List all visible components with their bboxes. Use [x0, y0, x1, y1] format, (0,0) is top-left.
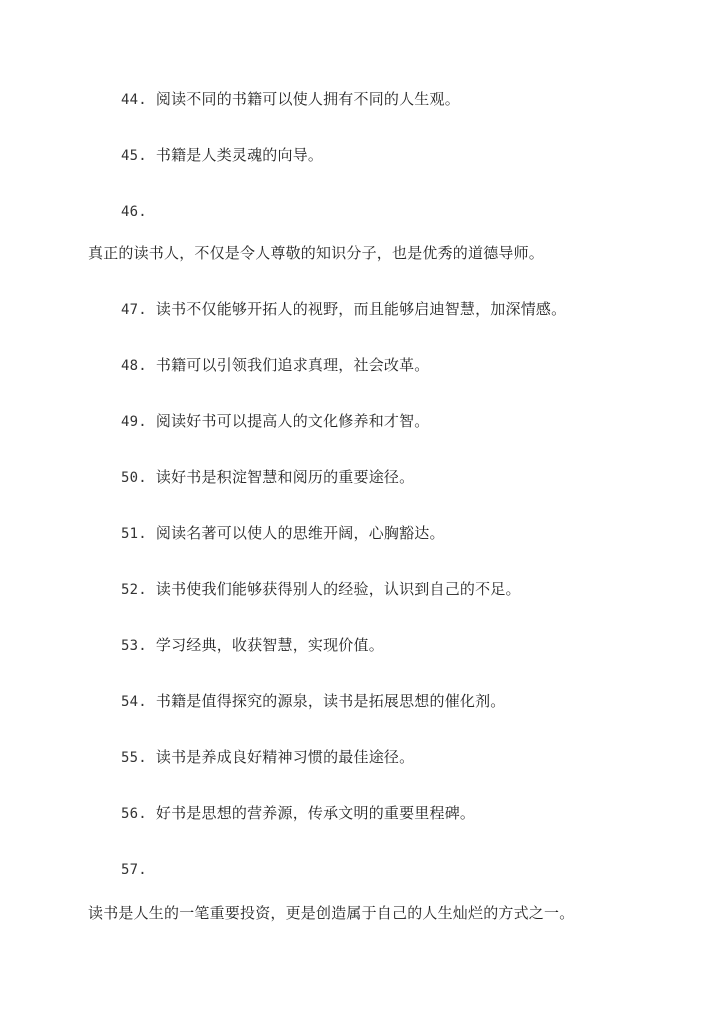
item-text: 书籍是值得探究的源泉，读书是拓展思想的催化剂。	[155, 692, 506, 710]
item-number: 54.	[121, 694, 147, 710]
list-item-56	[121, 803, 475, 824]
list-item-54	[121, 691, 506, 712]
list-item-45	[121, 145, 323, 166]
item-number: 53.	[121, 638, 147, 654]
item-number: 46.	[121, 204, 147, 220]
item-number: 47.	[121, 302, 147, 318]
list-item-55	[121, 747, 414, 768]
item-number: 56.	[121, 806, 147, 822]
item-text: 读书是人生的一笔重要投资，更是创造属于自己的人生灿烂的方式之一。	[88, 904, 575, 922]
list-item-46-continuation	[88, 243, 544, 263]
item-text: 阅读不同的书籍可以使人拥有不同的人生观。	[155, 90, 460, 108]
item-text: 阅读好书可以提高人的文化修养和才智。	[155, 412, 430, 430]
list-item-53	[121, 635, 384, 656]
list-item-48	[121, 355, 430, 376]
list-item-52	[121, 579, 521, 600]
item-text: 读书使我们能够获得别人的经验，认识到自己的不足。	[155, 580, 521, 598]
item-text: 阅读名著可以使人的思维开阔，心胸豁达。	[155, 524, 445, 542]
item-text: 读书是养成良好精神习惯的最佳途径。	[155, 748, 415, 766]
list-item-47	[121, 299, 566, 320]
item-number: 49.	[121, 414, 147, 430]
list-item-57	[121, 859, 156, 880]
item-text: 真正的读书人，不仅是令人尊敬的知识分子，也是优秀的道德导师。	[88, 244, 545, 262]
item-text: 书籍是人类灵魂的向导。	[155, 146, 324, 164]
item-number: 50.	[121, 470, 147, 486]
item-number: 51.	[121, 526, 147, 542]
list-item-44	[121, 89, 460, 110]
item-number: 48.	[121, 358, 147, 374]
list-item-46	[121, 201, 156, 222]
item-text: 书籍可以引领我们追求真理，社会改革。	[155, 356, 430, 374]
list-item-49	[121, 411, 430, 432]
item-number: 44.	[121, 92, 147, 108]
item-number: 57.	[121, 862, 147, 878]
item-text: 读书不仅能够开拓人的视野，而且能够启迪智慧，加深情感。	[155, 300, 567, 318]
list-item-51	[121, 523, 445, 544]
item-text: 读好书是积淀智慧和阅历的重要途径。	[155, 468, 415, 486]
list-item-57-continuation	[88, 903, 574, 923]
item-number: 45.	[121, 148, 147, 164]
item-number: 52.	[121, 582, 147, 598]
item-text: 好书是思想的营养源，传承文明的重要里程碑。	[155, 804, 476, 822]
list-item-50	[121, 467, 414, 488]
item-number: 55.	[121, 750, 147, 766]
item-text: 学习经典，收获智慧，实现价值。	[155, 636, 384, 654]
